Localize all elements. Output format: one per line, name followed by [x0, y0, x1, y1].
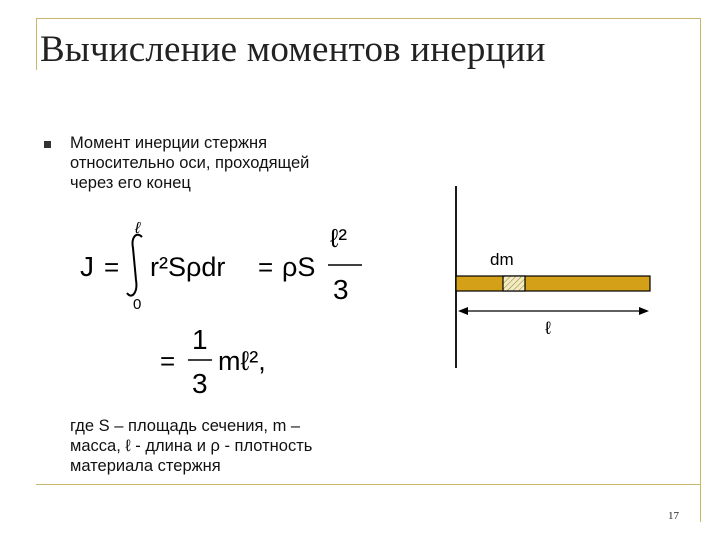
- formula-integrand: r²Sρdr: [150, 252, 226, 282]
- formula-lhs: J: [80, 251, 94, 282]
- footnote-line: материала стержня: [70, 457, 221, 475]
- fraction1-denominator: 3: [333, 274, 349, 305]
- integral-lower-limit: 0: [133, 296, 142, 313]
- length-arrow-right-icon: [639, 307, 649, 315]
- intro-line: Момент инерции стержня: [70, 134, 268, 152]
- intro-line: относительно оси, проходящей: [70, 154, 310, 172]
- footnote-line: где S – площадь сечения, m –: [70, 417, 301, 435]
- page-number: 17: [668, 510, 679, 522]
- footnote-line: масса, ℓ - длина и ρ - плотность: [70, 437, 313, 455]
- integral-upper-limit: ℓ: [135, 220, 141, 237]
- length-label: ℓ: [545, 318, 551, 338]
- fraction2-numerator: 1: [192, 324, 208, 355]
- rod-bar: [456, 276, 650, 291]
- formula-rho-s: ρS: [282, 252, 316, 282]
- footnote-paragraph: [70, 416, 312, 476]
- formula-equals-3: =: [160, 346, 176, 376]
- fraction1-numerator: ℓ²: [330, 223, 348, 253]
- formula-equals-2: =: [258, 252, 274, 282]
- integral-sign: [127, 235, 142, 296]
- formula-m-l2: mℓ²,: [218, 346, 266, 376]
- length-arrow-left-icon: [458, 307, 468, 315]
- formula-equals-1: =: [104, 252, 120, 282]
- intro-line: через его конец: [70, 174, 191, 192]
- dm-element-segment: [503, 276, 525, 291]
- slide-title: Вычисление моментов инерции: [40, 29, 546, 70]
- dm-label: dm: [490, 250, 514, 269]
- fraction2-denominator: 3: [192, 368, 208, 399]
